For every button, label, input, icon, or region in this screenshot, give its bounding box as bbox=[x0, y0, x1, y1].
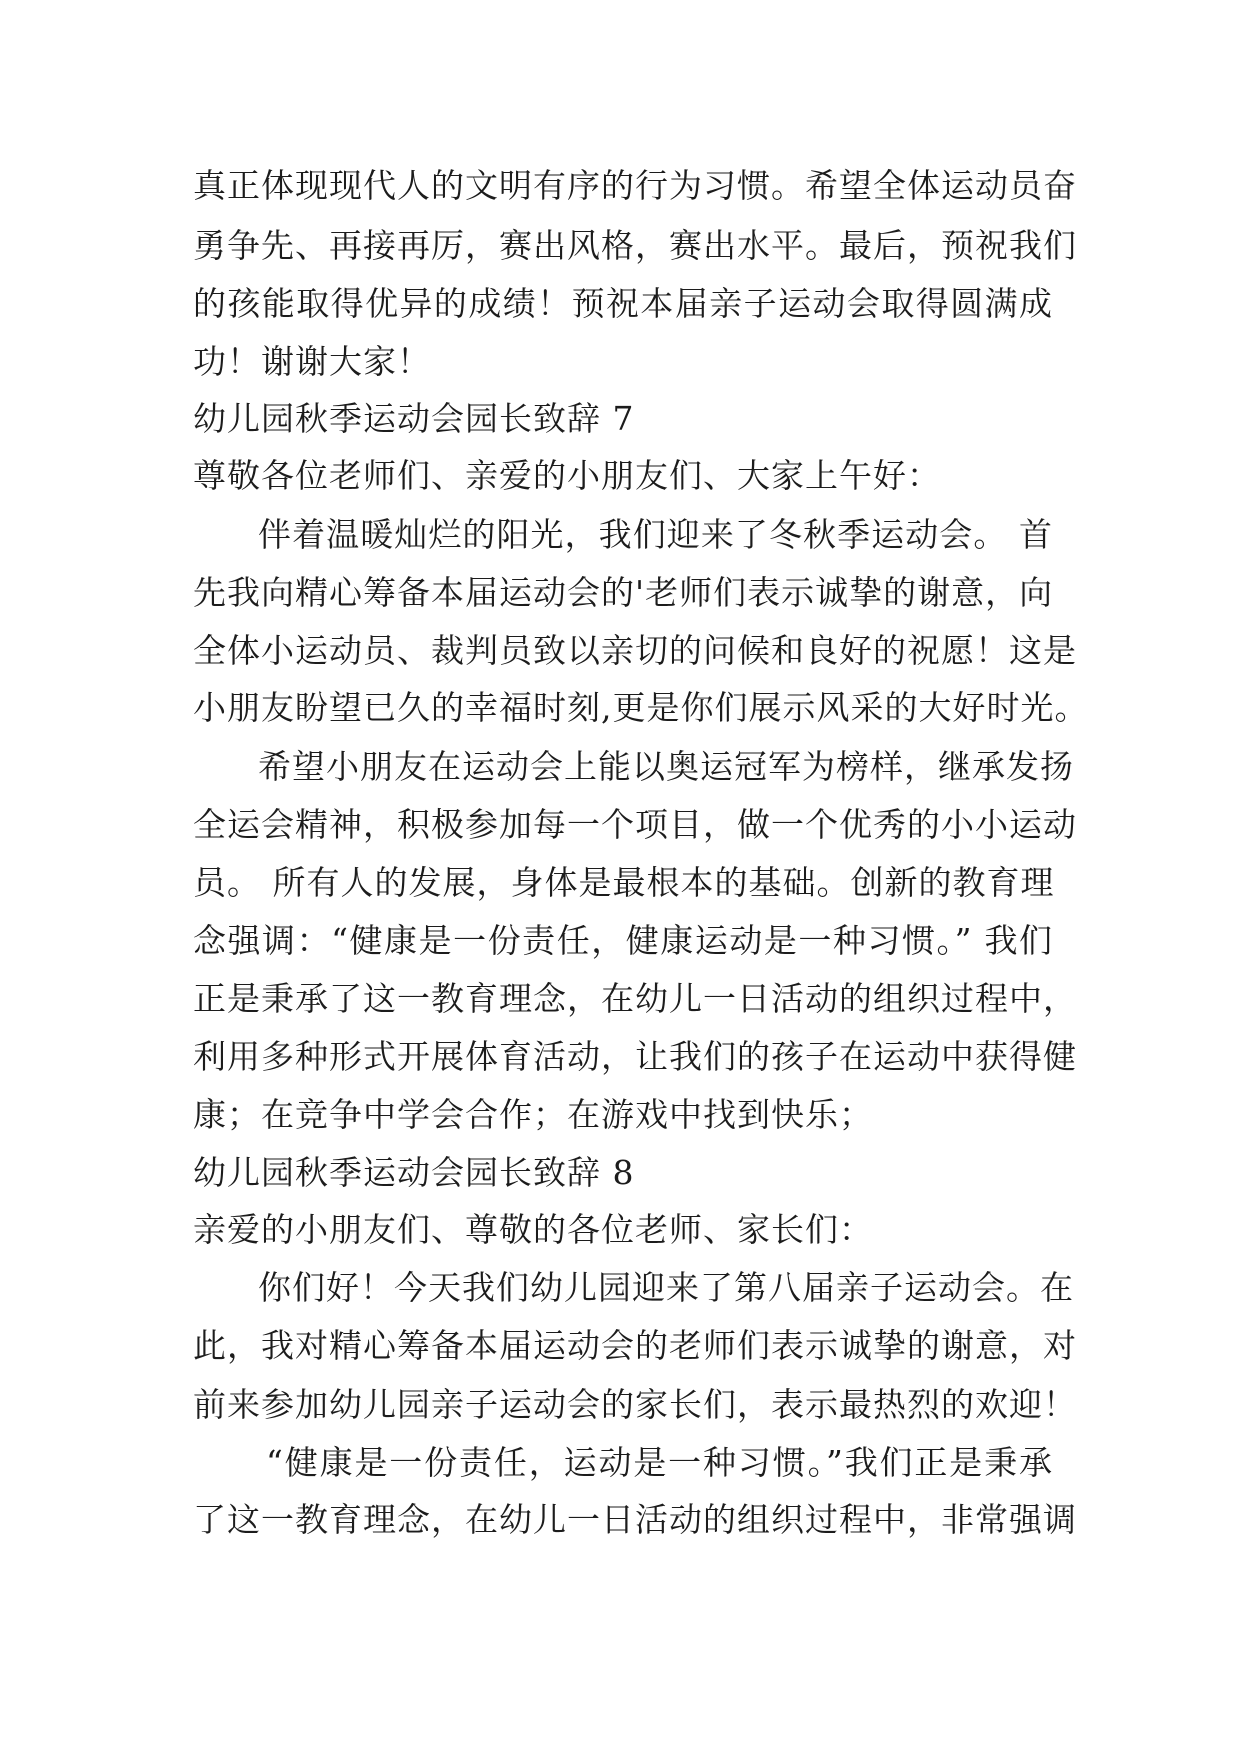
text-line: 全体小运动员、裁判员致以亲切的问候和良好的祝愿！这是 bbox=[193, 631, 1077, 670]
text-line: 正是秉承了这一教育理念，在幼儿一日活动的组织过程中， bbox=[193, 979, 1077, 1018]
text-line: 勇争先、再接再厉，赛出风格，赛出水平。最后，预祝我们 bbox=[193, 226, 1077, 265]
text-line: 康；在竞争中学会合作；在游戏中找到快乐； bbox=[193, 1095, 873, 1134]
text-line: 的孩能取得优异的成绩！预祝本届亲子运动会取得圆满成 bbox=[193, 284, 1053, 323]
text-line: 念强调：“健康是一份责任，健康运动是一种习惯。” 我们 bbox=[193, 921, 1053, 960]
text-line: 功！谢谢大家！ bbox=[193, 342, 431, 381]
text-line: 利用多种形式开展体育活动，让我们的孩子在运动中获得健 bbox=[193, 1037, 1077, 1076]
text-line: 前来参加幼儿园亲子运动会的家长们，表示最热烈的欢迎！ bbox=[193, 1385, 1077, 1424]
text-line: 真正体现现代人的文明有序的行为习惯。希望全体运动员奋 bbox=[193, 166, 1077, 205]
text-line: 此，我对精心筹备本届运动会的老师们表示诚挚的谢意，对 bbox=[193, 1326, 1077, 1365]
text-line: 你们好！今天我们幼儿园迎来了第八届亲子运动会。在 bbox=[258, 1268, 1074, 1307]
text-line: 小朋友盼望已久的幸福时刻,更是你们展示风采的大好时光。 bbox=[193, 688, 1089, 727]
section-heading: 幼儿园秋季运动会园长致辞 8 bbox=[193, 1153, 635, 1192]
section-heading: 幼儿园秋季运动会园长致辞 7 bbox=[193, 399, 635, 438]
text-line: “健康是一份责任，运动是一种习惯。”我们正是秉承 bbox=[266, 1443, 1053, 1482]
text-line: 员。 所有人的发展，身体是最根本的基础。创新的教育理 bbox=[193, 863, 1055, 902]
salutation: 尊敬各位老师们、亲爱的小朋友们、大家上午好： bbox=[193, 456, 941, 495]
text-line: 希望小朋友在运动会上能以奥运冠军为榜样，继承发扬 bbox=[258, 747, 1074, 786]
text-line: 了这一教育理念，在幼儿一日活动的组织过程中，非常强调 bbox=[193, 1500, 1077, 1539]
text-line: 先我向精心筹备本届运动会的'老师们表示诚挚的谢意，向 bbox=[193, 573, 1054, 612]
text-line: 全运会精神，积极参加每一个项目，做一个优秀的小小运动 bbox=[193, 805, 1077, 844]
salutation: 亲爱的小朋友们、尊敬的各位老师、家长们： bbox=[193, 1210, 873, 1249]
text-line: 伴着温暖灿烂的阳光，我们迎来了冬秋季运动会。 首 bbox=[258, 515, 1053, 554]
